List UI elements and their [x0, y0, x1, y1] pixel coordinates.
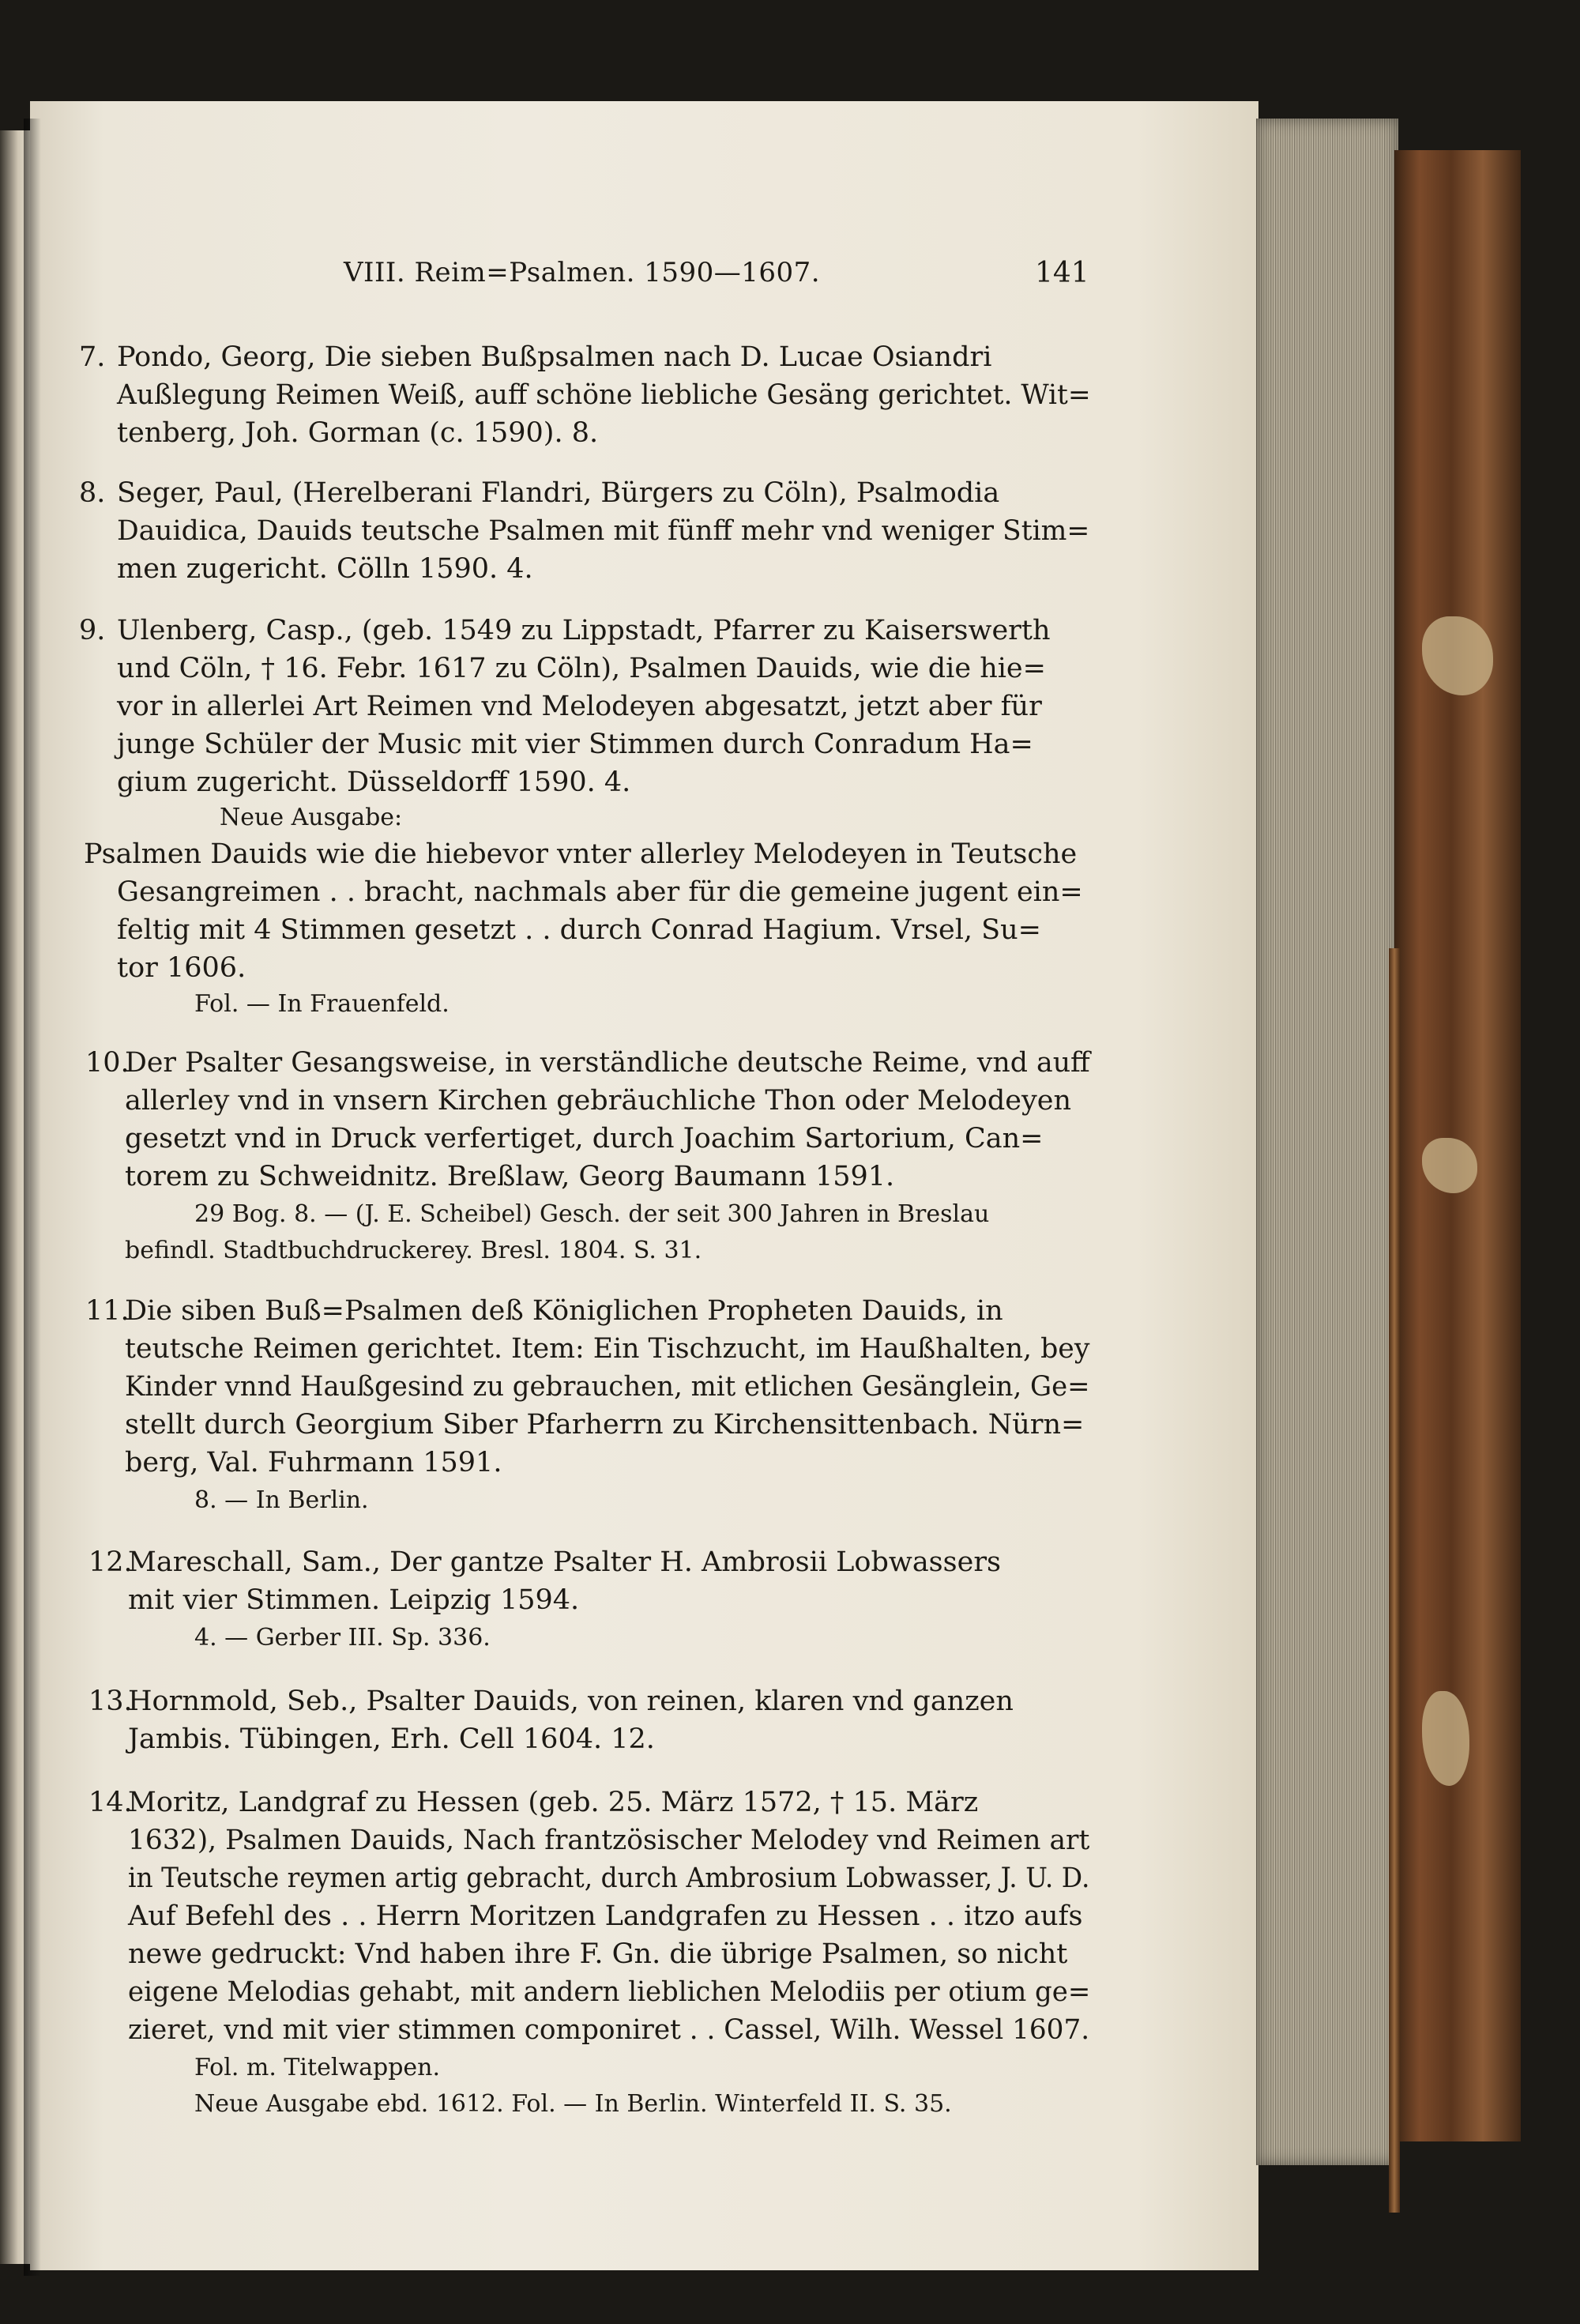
entry-note: befindl. Stadtbuchdruckerey. Bresl. 1804. S. 31. — [125, 1237, 702, 1264]
entry-line: stellt durch Georgium Siber Pfarherrn zu Kirchensittenbach. Nürn= — [125, 1409, 1085, 1441]
entry-line: Mareschall, Sam., Der gantze Psalter H. Ambrosii Lobwassers — [128, 1546, 1002, 1578]
entry-line: allerley vnd in vnsern Kirchen gebräuchliche Thon oder Melodeyen — [125, 1085, 1071, 1117]
entry-number: 8. — [79, 477, 106, 509]
entry-number: 9. — [79, 615, 106, 646]
page-number: 141 — [1035, 257, 1089, 289]
entry-line: Pondo, Georg, Die sieben Bußpsalmen nach D. Lucae Osiandri — [117, 341, 992, 373]
entry-line: Gesangreimen . . bracht, nachmals aber für die gemeine jugent ein= — [117, 876, 1083, 908]
entry-line: berg, Val. Fuhrmann 1591. — [125, 1447, 502, 1478]
entry-line: Der Psalter Gesangsweise, in verständliche deutsche Reime, vnd auff — [125, 1047, 1090, 1079]
entry-line: feltig mit 4 Stimmen gesetzt . . durch Conrad Hagium. Vrsel, Su= — [117, 914, 1042, 946]
entry-note: Fol. — In Frauenfeld. — [194, 990, 450, 1018]
entry-line: Dauidica, Dauids teutsche Psalmen mit fünff mehr vnd weniger Stim= — [117, 515, 1090, 547]
entry-number: 14. — [88, 1787, 133, 1818]
running-title: VIII. Reim=Psalmen. 1590—1607. — [344, 257, 821, 288]
entry-line: tenberg, Joh. Gorman (c. 1590). 8. — [117, 417, 599, 449]
entry-number: 13. — [88, 1686, 133, 1717]
entry-line: Hornmold, Seb., Psalter Dauids, von reinen, klaren vnd ganzen — [128, 1686, 1014, 1717]
entry-line: men zugericht. Cölln 1590. 4. — [117, 553, 533, 585]
entry-line: Auf Befehl des . . Herrn Moritzen Landgrafen zu Hessen . . itzo aufs — [128, 1900, 1083, 1932]
entry-note: Fol. m. Titelwappen. — [194, 2054, 441, 2081]
entry-line: zieret, vnd mit vier stimmen componiret . . Cassel, Wilh. Wessel 1607. — [128, 2014, 1090, 2046]
entry-line: eigene Melodias gehabt, mit andern lieblichen Melodiis per otium ge= — [128, 1976, 1091, 2008]
entry-line: gesetzt vnd in Druck verfertiget, durch Joachim Sartorium, Can= — [125, 1123, 1044, 1154]
entry-note: 29 Bog. 8. — (J. E. Scheibel) Gesch. der seit 300 Jahren in Breslau — [194, 1200, 990, 1228]
entry-line: junge Schüler der Music mit vier Stimmen durch Conradum Ha= — [117, 729, 1033, 760]
entry-line: 1632), Psalmen Dauids, Nach frantzösischer Melodey vnd Reimen art — [128, 1825, 1090, 1856]
entry-number: 11. — [85, 1295, 130, 1327]
entry-line: Außlegung Reimen Weiß, auff schöne liebliche Gesäng gerichtet. Wit= — [117, 379, 1091, 411]
entry-line: vor in allerlei Art Reimen vnd Melodeyen abgesatzt, jetzt aber für — [117, 691, 1042, 722]
entry-line: in Teutsche reymen artig gebracht, durch Ambrosium Lobwasser, J. U. D. — [128, 1863, 1090, 1894]
entry-line: gium zugericht. Düsseldorff 1590. 4. — [117, 767, 631, 798]
entry-line: tor 1606. — [117, 952, 246, 984]
entry-line: mit vier Stimmen. Leipzig 1594. — [128, 1584, 580, 1616]
entry-line: Psalmen Dauids wie die hiebevor vnter allerley Melodeyen in Teutsche — [84, 838, 1078, 870]
sub-heading: Neue Ausgabe: — [220, 804, 403, 831]
entry-line: Jambis. Tübingen, Erh. Cell 1604. 12. — [128, 1723, 655, 1755]
entry-number: 12. — [88, 1546, 133, 1578]
entry-line: Die siben Buß=Psalmen deß Königlichen Propheten Dauids, in — [125, 1295, 1003, 1327]
entry-line: Kinder vnnd Haußgesind zu gebrauchen, mit etlichen Gesänglein, Ge= — [125, 1371, 1090, 1403]
entry-line: teutsche Reimen gerichtet. Item: Ein Tischzucht, im Haußhalten, bey — [125, 1333, 1090, 1365]
entry-line: torem zu Schweidnitz. Breßlaw, Georg Baumann 1591. — [125, 1161, 895, 1192]
entry-line: Ulenberg, Casp., (geb. 1549 zu Lippstadt, Pfarrer zu Kaiserswerth — [117, 615, 1051, 646]
entry-number: 10. — [85, 1047, 130, 1079]
entry-note: Neue Ausgabe ebd. 1612. Fol. — In Berlin. Winterfeld II. S. 35. — [194, 2090, 952, 2118]
entry-line: newe gedruckt: Vnd haben ihre F. Gn. die übrige Psalmen, so nicht — [128, 1938, 1068, 1970]
entry-line: Moritz, Landgraf zu Hessen (geb. 25. März 1572, † 15. März — [128, 1787, 979, 1818]
entry-note: 8. — In Berlin. — [194, 1486, 369, 1514]
entry-number: 7. — [79, 341, 106, 373]
entry-note: 4. — Gerber III. Sp. 336. — [194, 1624, 491, 1652]
entry-line: Seger, Paul, (Herelberani Flandri, Bürgers zu Cöln), Psalmodia — [117, 477, 1000, 509]
entry-line: und Cöln, † 16. Febr. 1617 zu Cöln), Psalmen Dauids, wie die hie= — [117, 653, 1046, 684]
